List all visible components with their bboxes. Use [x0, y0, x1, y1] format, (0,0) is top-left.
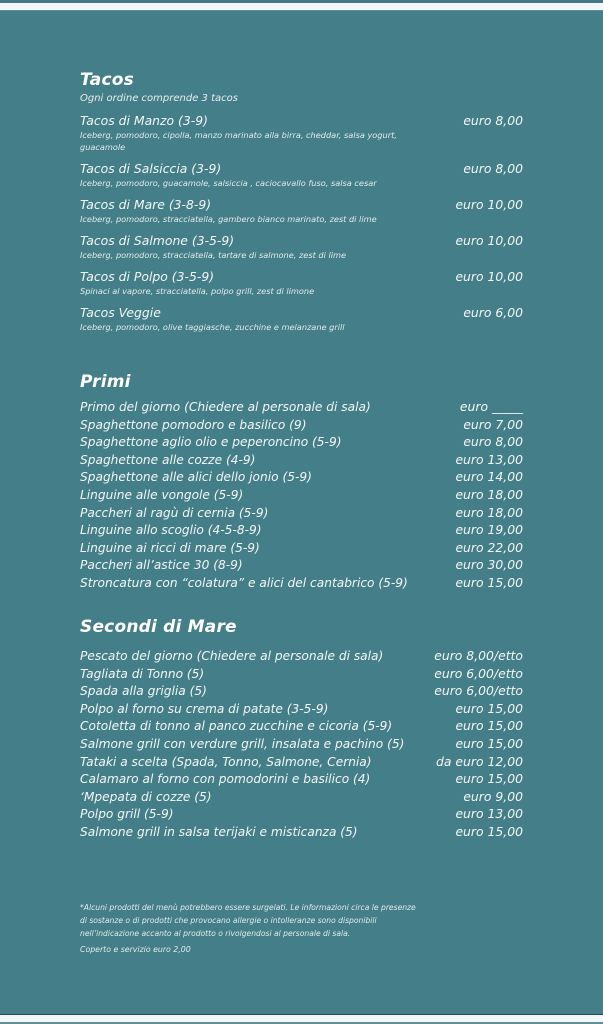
item-price: euro 30,00: [455, 557, 523, 573]
menu-item: [80, 434, 523, 452]
item-price: euro 8,00: [463, 161, 523, 176]
item-name: Spaghettone alle alici dello jonio (5-9): [80, 470, 312, 485]
section-title-primi: Primi: [80, 372, 131, 392]
taco-item: [80, 161, 523, 189]
tacos-section: [80, 68, 523, 341]
item-price: euro 19,00: [455, 522, 523, 538]
menu-item: [80, 824, 523, 842]
menu-item: [80, 469, 523, 487]
item-price: euro 10,00: [455, 197, 523, 212]
item-name: Polpo al forno su crema di patate (3-5-9): [80, 701, 329, 716]
item-name: Polpo grill (5-9): [80, 807, 174, 822]
menu-item: [80, 452, 523, 470]
item-price: euro 15,00: [455, 700, 523, 716]
taco-item: [80, 233, 523, 261]
item-name: Salmone grill in salsa terijaki e misticanza (5): [80, 824, 358, 839]
menu-item: [80, 754, 523, 772]
taco-item: [80, 113, 523, 153]
tacos-subtitle: Ogni ordine comprende 3 tacos: [80, 93, 238, 104]
item-price: euro 8,00: [463, 113, 523, 128]
item-description: Iceberg, pomodoro, stracciatella, tartare di salmone, zest di lime: [80, 250, 347, 260]
item-description: Iceberg, pomodoro, cipolla, manzo marinato alla birra, cheddar, salsa yogurt, guacamole: [80, 130, 397, 152]
primi-section: [80, 370, 523, 593]
item-price: euro 15,00: [455, 735, 523, 751]
section-title-tacos: Tacos: [80, 70, 134, 90]
taco-item: [80, 305, 523, 333]
item-price: euro 6,00/etto: [434, 683, 523, 699]
item-price: euro 15,00: [455, 574, 523, 590]
menu-item: [80, 417, 523, 435]
item-price: euro 15,00: [455, 771, 523, 787]
item-name: Stroncatura con “colatura” e alici del cantabrico (5-9): [80, 575, 408, 590]
item-name: Tacos di Manzo (3-9): [80, 113, 208, 128]
item-price: euro 7,00: [463, 416, 523, 432]
item-name: Linguine alle vongole (5-9): [80, 487, 244, 502]
top-divider: [0, 10, 603, 11]
item-name: Tacos di Salmone (3-5-9): [80, 233, 235, 248]
item-name: Spaghettone pomodoro e basilico (9): [80, 417, 307, 432]
taco-item: [80, 197, 523, 225]
item-name: Pescato del giorno (Chiedere al personale di sala): [80, 649, 384, 663]
taco-item: [80, 269, 523, 297]
item-name: Primo del giorno (Chiedere al personale di sala): [80, 400, 371, 414]
item-price: da euro 12,00: [436, 753, 523, 769]
item-description: Iceberg, pomodoro, guacamole, salsiccia , caciocavallo fuso, salsa cesar: [80, 178, 377, 188]
item-name: Tacos Veggie: [80, 305, 161, 320]
item-price: euro 8,00/etto: [434, 648, 523, 663]
menu-item: [80, 522, 523, 540]
item-price: euro 15,00: [455, 718, 523, 734]
item-name: Tagliata di Tonno (5): [80, 666, 205, 681]
top-white-band: [0, 3, 603, 10]
item-price: euro 15,00: [455, 823, 523, 839]
menu-item: [80, 487, 523, 505]
item-price: euro 14,00: [455, 469, 523, 485]
item-price: euro 10,00: [455, 233, 523, 248]
item-price: euro 22,00: [455, 539, 523, 555]
item-price: euro 18,00: [455, 486, 523, 502]
menu-item: [80, 557, 523, 575]
item-name: Tacos di Polpo (3-5-9): [80, 269, 215, 284]
item-name: ‘Mpepata di cozze (5): [80, 789, 212, 804]
item-description: Iceberg, pomodoro, olive taggiasche, zucchine e melanzane grill: [80, 322, 345, 332]
cover-charge: Coperto e servizio euro 2,00: [80, 945, 191, 954]
item-price: euro _____: [459, 399, 523, 414]
allergen-note-line: *Alcuni prodotti del menù potrebbero essere surgelati. Le informazioni circa le presenze: [80, 903, 416, 912]
menu-footer: [80, 901, 520, 956]
item-name: Tataki a scelta (Spada, Tonno, Salmone, Cernia): [80, 754, 372, 769]
menu-item: [80, 399, 523, 417]
bottom-white-band: [0, 1015, 603, 1022]
menu-item: [80, 575, 523, 593]
allergen-note-line: nell’indicazione accanto al prodotto o rivolgendosi al personale di sala.: [80, 929, 351, 938]
menu-item: [80, 806, 523, 824]
item-name: Linguine ai ricci di mare (5-9): [80, 540, 260, 555]
menu-item: [80, 505, 523, 523]
item-price: euro 6,00: [463, 305, 523, 320]
item-name: Spaghettone alle cozze (4-9): [80, 452, 256, 467]
menu-item: [80, 540, 523, 558]
menu-item: [80, 701, 523, 719]
item-price: euro 10,00: [455, 269, 523, 284]
item-name: Paccheri al ragù di cernia (5-9): [80, 505, 269, 520]
item-price: euro 6,00/etto: [434, 665, 523, 681]
item-name: Linguine allo scoglio (4-5-8-9): [80, 523, 262, 538]
item-name: Spaghettone aglio olio e peperoncino (5-9): [80, 435, 342, 450]
item-name: Tacos di Salsiccia (3-9): [80, 161, 222, 176]
item-price: euro 8,00: [463, 434, 523, 450]
allergen-note-line: di sostanze o di prodotti che provocano allergie o intolleranze sono disponibili: [80, 916, 377, 925]
section-title-secondi: Secondi di Mare: [80, 617, 237, 637]
item-price: euro 9,00: [463, 788, 523, 804]
menu-item: [80, 718, 523, 736]
menu-item: [80, 789, 523, 807]
item-name: Tacos di Mare (3-8-9): [80, 197, 212, 212]
menu-item: [80, 648, 523, 666]
item-name: Cotoletta di tonno al panco zucchine e cicoria (5-9): [80, 719, 393, 734]
item-name: Paccheri all’astice 30 (8-9): [80, 558, 243, 573]
menu-item: [80, 666, 523, 684]
item-description: Iceberg, pomodoro, stracciatella, gambero bianco marinato, zest di lime: [80, 214, 377, 224]
secondi-section: [80, 615, 523, 842]
item-description: Spinaci al vapore, stracciatella, polpo grill, zest di limone: [80, 286, 315, 296]
menu-item: [80, 683, 523, 701]
menu-item: [80, 771, 523, 789]
item-price: euro 13,00: [455, 451, 523, 467]
menu-item: [80, 736, 523, 754]
item-name: Spada alla griglia (5): [80, 684, 207, 699]
item-name: Salmone grill con verdure grill, insalata e pachino (5): [80, 736, 405, 751]
item-price: euro 18,00: [455, 504, 523, 520]
item-name: Calamaro al forno con pomodorini e basilico (4): [80, 772, 371, 787]
item-price: euro 13,00: [455, 806, 523, 822]
